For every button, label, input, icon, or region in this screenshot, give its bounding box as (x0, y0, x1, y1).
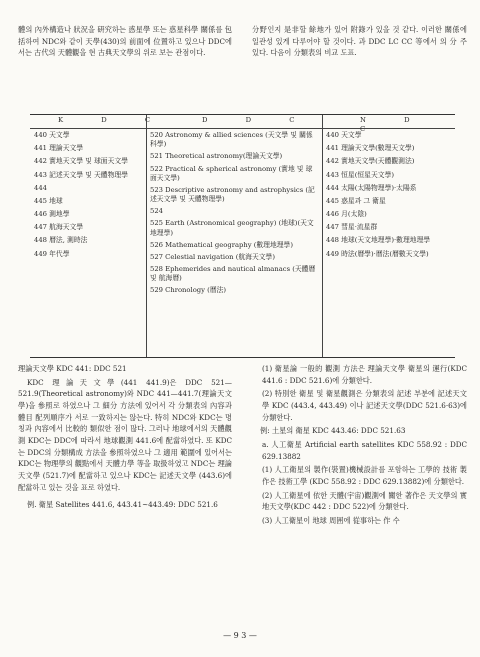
table-row: 527 Celestial navigation (航海天文學) (150, 252, 276, 261)
top-right-column (252, 24, 467, 61)
table-row: 441 理論天文學 (34, 144, 84, 153)
top-left-paragraph: 體의 內外構造나 狀況을 硏究하는 惑星學 또는 惑星科學 關係를 包括하여 NDC와 같이 天學(430)의 前面에 位置하고 있으나 DDC에서는 古代의 天體觀을 현 古典天文學의 위로 보는 관점이다. (18, 25, 232, 58)
kdc-column (34, 131, 142, 263)
table-row: 443 記述天文學 및 天體物理學 (34, 170, 128, 179)
list-item: (1) 人工衛星의 製作(裝置)機械設計를 포함하는 工學的 技術 製作은 技術工學 (KDC 558.92 : DDC 629.13882)에 分類한다. (262, 465, 467, 486)
page-number: — 9 3 — (223, 631, 257, 640)
table-row: 444 (34, 183, 47, 192)
table-row: 529 Chronology (曆法) (150, 286, 227, 295)
table-row: 524 (150, 207, 163, 216)
table-row: 528 Ephemerides and nautical almanacs (天體曆 및 航海曆) (150, 265, 316, 283)
table-row: 525 Earth (Astronomical geography) (地球)(天文地理學) (150, 219, 314, 237)
table-row: 520 Astronomy & allied sciences (天文學 및 關係科學) (150, 131, 313, 149)
header-ndc: N D C (360, 116, 428, 134)
list-item: (2) 人工衛星에 依한 天體(宇宙)觀測에 關한 著作은 天文學의 實地天文學(KDC 442 : DDC 522)에 分類한다. (262, 490, 467, 512)
table-row: 521 Theoretical astronomy(理論天文學) (150, 152, 283, 161)
table-row: 447 航海天文學 (34, 223, 84, 232)
table-divider (322, 115, 323, 357)
list-item: (2) 特別한 衛星 및 衛星觀測은 分類表의 記述 부분에 記述天文學 KDC (443.4, 443.49) 이나 記述天文學(DDC 521.6·63)에 分類한다. (262, 389, 467, 422)
list-item: (1) 衛星論 一般的 觀測 方法은 理論天文學 衛星의 運行(KDC 441.6 : DDC 521.6)에 分類한다. (262, 364, 467, 385)
table-row: 449 年代學 (34, 249, 70, 258)
bottom-right-column (252, 363, 467, 529)
ndc-column (326, 131, 452, 263)
table-row: 443 恒星(恒星天文學) (326, 170, 395, 179)
top-left-column (18, 24, 232, 61)
table-row: 447 彗星·流星群 (326, 223, 378, 232)
table-row: 440 天文學 (326, 131, 362, 139)
section-heading: 理論天文學 KDC 441: DDC 521 (18, 364, 127, 373)
body-paragraph: KDC 理論天文學(441 441.9)은 DDC 521—521.9(Theoretical astronomy)와 NDC 441—441.7(理論天文學)을 參照로 하였으나 그 細分 方法에 있어서 각 分類表의 內容과 體目 配列順序가 서로 一致하지는 않는다. 特히 NDC와 KDC는 명칭과 內容에서 比較的 類似한 점이 많다. 그러나 地球에서의 天體觀測 KDC는 DDC에 따라서 地球觀測 441.6에 配當하였다. 또 KDC는 DDC의 分類構成 方法을 參照하였으나 그 適用 範圍에 있어서는 KDC는 物理學의 觀點에서 天體力學 等을 取扱하였고 NDC는 理論天文學 (521.7)에 配當하고 있으나 KDC는 記述天文學 (443.6)에 配當하고 있는 것을 표로 하였다. (18, 377, 232, 492)
table-header-row (30, 115, 455, 134)
table-row: 446 測地學 (34, 210, 70, 219)
table-row: 523 Descriptive astronomy and astrophysics (記述天文學 및 天體物理學) (150, 185, 315, 204)
list-item: a. 人工衛星 Artificial earth satellites KDC 558.92 : DDC 629.13882 (262, 439, 467, 461)
table-row: 445 地球 (34, 196, 63, 205)
classification-comparison-table (30, 114, 455, 358)
table-row: 441 理論天文學(數理天文學) (326, 144, 415, 153)
table-row: 446 月(太陰) (326, 210, 367, 219)
example-paragraph: 例. 衛星 Satellites 441.6, 443.41~443.49: DDC 521.6 (27, 500, 218, 510)
table-row: 445 惑星과 그 衛星 (326, 196, 386, 205)
header-ddc: D D C (202, 116, 313, 124)
list-item: (3) 人工衛星이 地球 周囲에 從事하는 作 수 (262, 515, 400, 525)
list-item: 例: 土星의 衛星 KDC 443.46: DDC 521.63 (260, 426, 406, 436)
table-row: 442 實地天文學(天體觀測法) (326, 157, 415, 166)
table-row: 444 太陽(太陽物理學)·太陽系 (326, 183, 417, 192)
ddc-column (150, 131, 318, 299)
header-kdc: K D C (58, 116, 169, 124)
table-row: 448 地球(天文地理學)·數理地理學 (326, 236, 431, 245)
table-row: 522 Practical & spherical astronomy (實地 및 球面天文學) (150, 164, 313, 182)
table-row: 442 實地天文學 및 球面天文學 (34, 157, 128, 166)
table-row: 449 時法(曆學)·曆法(曆數天文學) (326, 249, 429, 258)
bottom-left-column (18, 363, 232, 513)
table-row: 448 曆法, 測時法 (34, 236, 88, 245)
table-divider (146, 115, 147, 357)
table-row: 526 Mathematical geography (數理地理學) (150, 240, 294, 249)
top-right-paragraph: 分野인지 是非할 餘地가 있어 附錄가 있을 것 같다. 이러한 關係에 일관성 있게 다루어야 할 것이다. 과 DDC LC CC 等에서 의 分 주 있다. 다음이 分類表의 비교 도표. (252, 25, 467, 58)
table-row: 440 天文學 (34, 131, 70, 139)
